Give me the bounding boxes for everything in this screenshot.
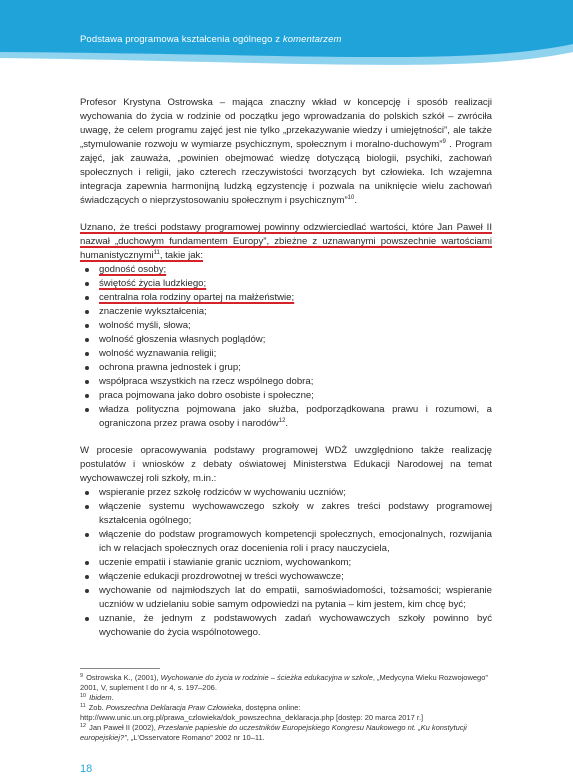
- footnote-text: .: [111, 693, 114, 702]
- footnote-ref-11: 11: [153, 249, 160, 256]
- footnote-ref-10: 10: [347, 194, 355, 201]
- main-content: [80, 96, 492, 640]
- running-header-italic: komentarzem: [282, 34, 342, 45]
- footnote-text: Jan Paweł II (2002),: [89, 723, 158, 732]
- running-header: [80, 34, 342, 45]
- paragraph-1-text-b: . Program zajęć, jak zauważa, „powinien obejmować wiedzę dotyczącą biologii, psychiki, zachowań społecznych i religii, jako czterech rzeczywistości tworzących byt człowieka. Ich wzajemna integracja zapewnia harmonijną ludzką egzystencję i pozwala na uniknięcie wielu zachowań świadczących o nieprzystosowaniu społecznym i psychicznym”: [80, 139, 492, 206]
- header-wave-main: [0, 0, 573, 57]
- footnote-text: Zob.: [88, 703, 106, 712]
- footnote-10: [80, 693, 492, 703]
- footnote-title: Przesłanie papieskie do uczestników Europejskiego Kongresu Naukowego nt. „Ku konstytucji europejskiej?”: [80, 723, 467, 742]
- footnote-11: [80, 703, 492, 713]
- list-item: wolność myśli, słowa;: [80, 319, 492, 333]
- footnote-number: 12: [80, 722, 87, 729]
- footnote-text: , dostępna online:: [241, 703, 301, 712]
- footnote-text: Ostrowska K., (2001),: [86, 673, 161, 682]
- footnote-ref-12: 12: [278, 417, 286, 424]
- paragraph-2-text-b: , takie jak:: [159, 250, 204, 261]
- page-number: 18: [80, 763, 93, 775]
- list-item: praca pojmowana jako dobro osobiste i społeczne;: [80, 389, 492, 403]
- paragraph-ostrowska: [80, 96, 492, 208]
- paragraph-1-text-c: .: [354, 195, 358, 206]
- footnote-number: 11: [80, 702, 86, 709]
- list-item: włączenie do podstaw programowych kompetencji społecznych, emocjonalnych, rozwijania ich w relacjach społecznych oraz docenienia roli i pracy nauczyciela,: [80, 528, 492, 556]
- footnote-11-url: [80, 713, 492, 723]
- list-item: świętość życia ludzkiego;: [80, 277, 492, 291]
- list-item: uznanie, że jednym z podstawowych zadań wychowawczych szkoły powinno być wychowanie do życia wspólnotowego.: [80, 612, 492, 640]
- footnote-number: 9: [80, 672, 84, 679]
- list-item: wolność wyznawania religii;: [80, 347, 492, 361]
- footnote-text: , „L'Osservatore Romano” 2002 nr 10–11.: [126, 733, 265, 742]
- list-item-text: władza polityczna pojmowana jako służba, podporządkowana prawu i rozumowi, a ograniczona przez prawa osoby i narodów: [99, 404, 492, 429]
- list-item-end: .: [285, 418, 289, 429]
- list-item: wolność głoszenia własnych poglądów;: [80, 333, 492, 347]
- footnote-ref-9: 9: [442, 138, 446, 145]
- paragraph-2-text-a: Uznano, że treści podstawy programowej powinny odzwierciedlać wartości, które Jan Paweł II nazwał „duchowym fundamentem Europy”, zbieżne z uznawanymi powszechnie wartościami humanistycznymi: [80, 222, 492, 261]
- footnote-divider: [80, 668, 160, 669]
- list-item: ochrona prawna jednostek i grup;: [80, 361, 492, 375]
- list-item: centralna rola rodziny opartej na małżeństwie;: [80, 291, 492, 305]
- paragraph-debate: W procesie opracowywania podstawy programowej WDŻ uwzględniono także realizację postulatów i wniosków z debaty oświatowej Ministerstwa Edukacji Narodowej na temat wychowawczej roli szkoły, m.in.:: [80, 445, 492, 484]
- footnote-title: Wychowanie do życia w rodzinie – ścieżka edukacyjna w szkole: [160, 673, 373, 682]
- footnote-number: 10: [80, 692, 87, 699]
- list-item: godność osoby;: [80, 263, 492, 277]
- footnote-9: [80, 673, 492, 693]
- list-item: uczenie empatii i stawianie granic uczniom, wychowankom;: [80, 556, 492, 570]
- footnote-title: Powszechna Deklaracja Praw Człowieka: [105, 703, 242, 712]
- list-item: wychowanie od najmłodszych lat do empatii, samoświadomości, tożsamości; wspieranie uczniów w udzielaniu sobie samym odpowiedzi na pytania – kim jestem, kim chcę być;: [80, 584, 492, 612]
- paragraph-1-text-a: Profesor Krystyna Ostrowska – mająca znaczny wkład w koncepcję i sposób realizacji wychowania do życia w rodzinie od początku jego wprowadzania do polskich szkół – zwróciła uwagę, że celem programu zajęć jest nie tylko „przekazywanie wiedzy i umiejętności”, ale także „stymulowanie rozwoju w wymiarze psychicznym, społecznym i moralno-duchowym”: [80, 97, 492, 150]
- paragraph-values-intro: [80, 221, 492, 263]
- list-item: współpraca wszystkich na rzecz wspólnego dobra;: [80, 375, 492, 389]
- running-header-text: Podstawa programowa kształcenia ogólnego z: [80, 34, 281, 45]
- footnote-url: http://www.unic.un.org.pl/prawa_czlowieka/dok_powszechna_deklaracja.php [dostęp: 20 marca 2017 r.]: [80, 713, 424, 722]
- postulates-list: [80, 486, 492, 640]
- values-list: [80, 263, 492, 431]
- list-item: włączenie systemu wychowawczego szkoły w zakres treści podstawy programowej kształcenia ogólnego;: [80, 500, 492, 528]
- list-item: wspieranie przez szkołę rodziców w wychowaniu uczniów;: [80, 486, 492, 500]
- footnote-text: , „Medycyna Wieku Rozwojowego” 2001, V, suplement I do nr 4, s. 197–206.: [80, 673, 488, 692]
- footnote-12: [80, 723, 492, 743]
- footnote-title: Ibidem: [89, 693, 112, 702]
- list-item: znaczenie wykształcenia;: [80, 305, 492, 319]
- list-item-last: [80, 403, 492, 431]
- list-item: włączenie edukacji prozdrowotnej w treści wychowawcze;: [80, 570, 492, 584]
- footnotes: [80, 673, 492, 743]
